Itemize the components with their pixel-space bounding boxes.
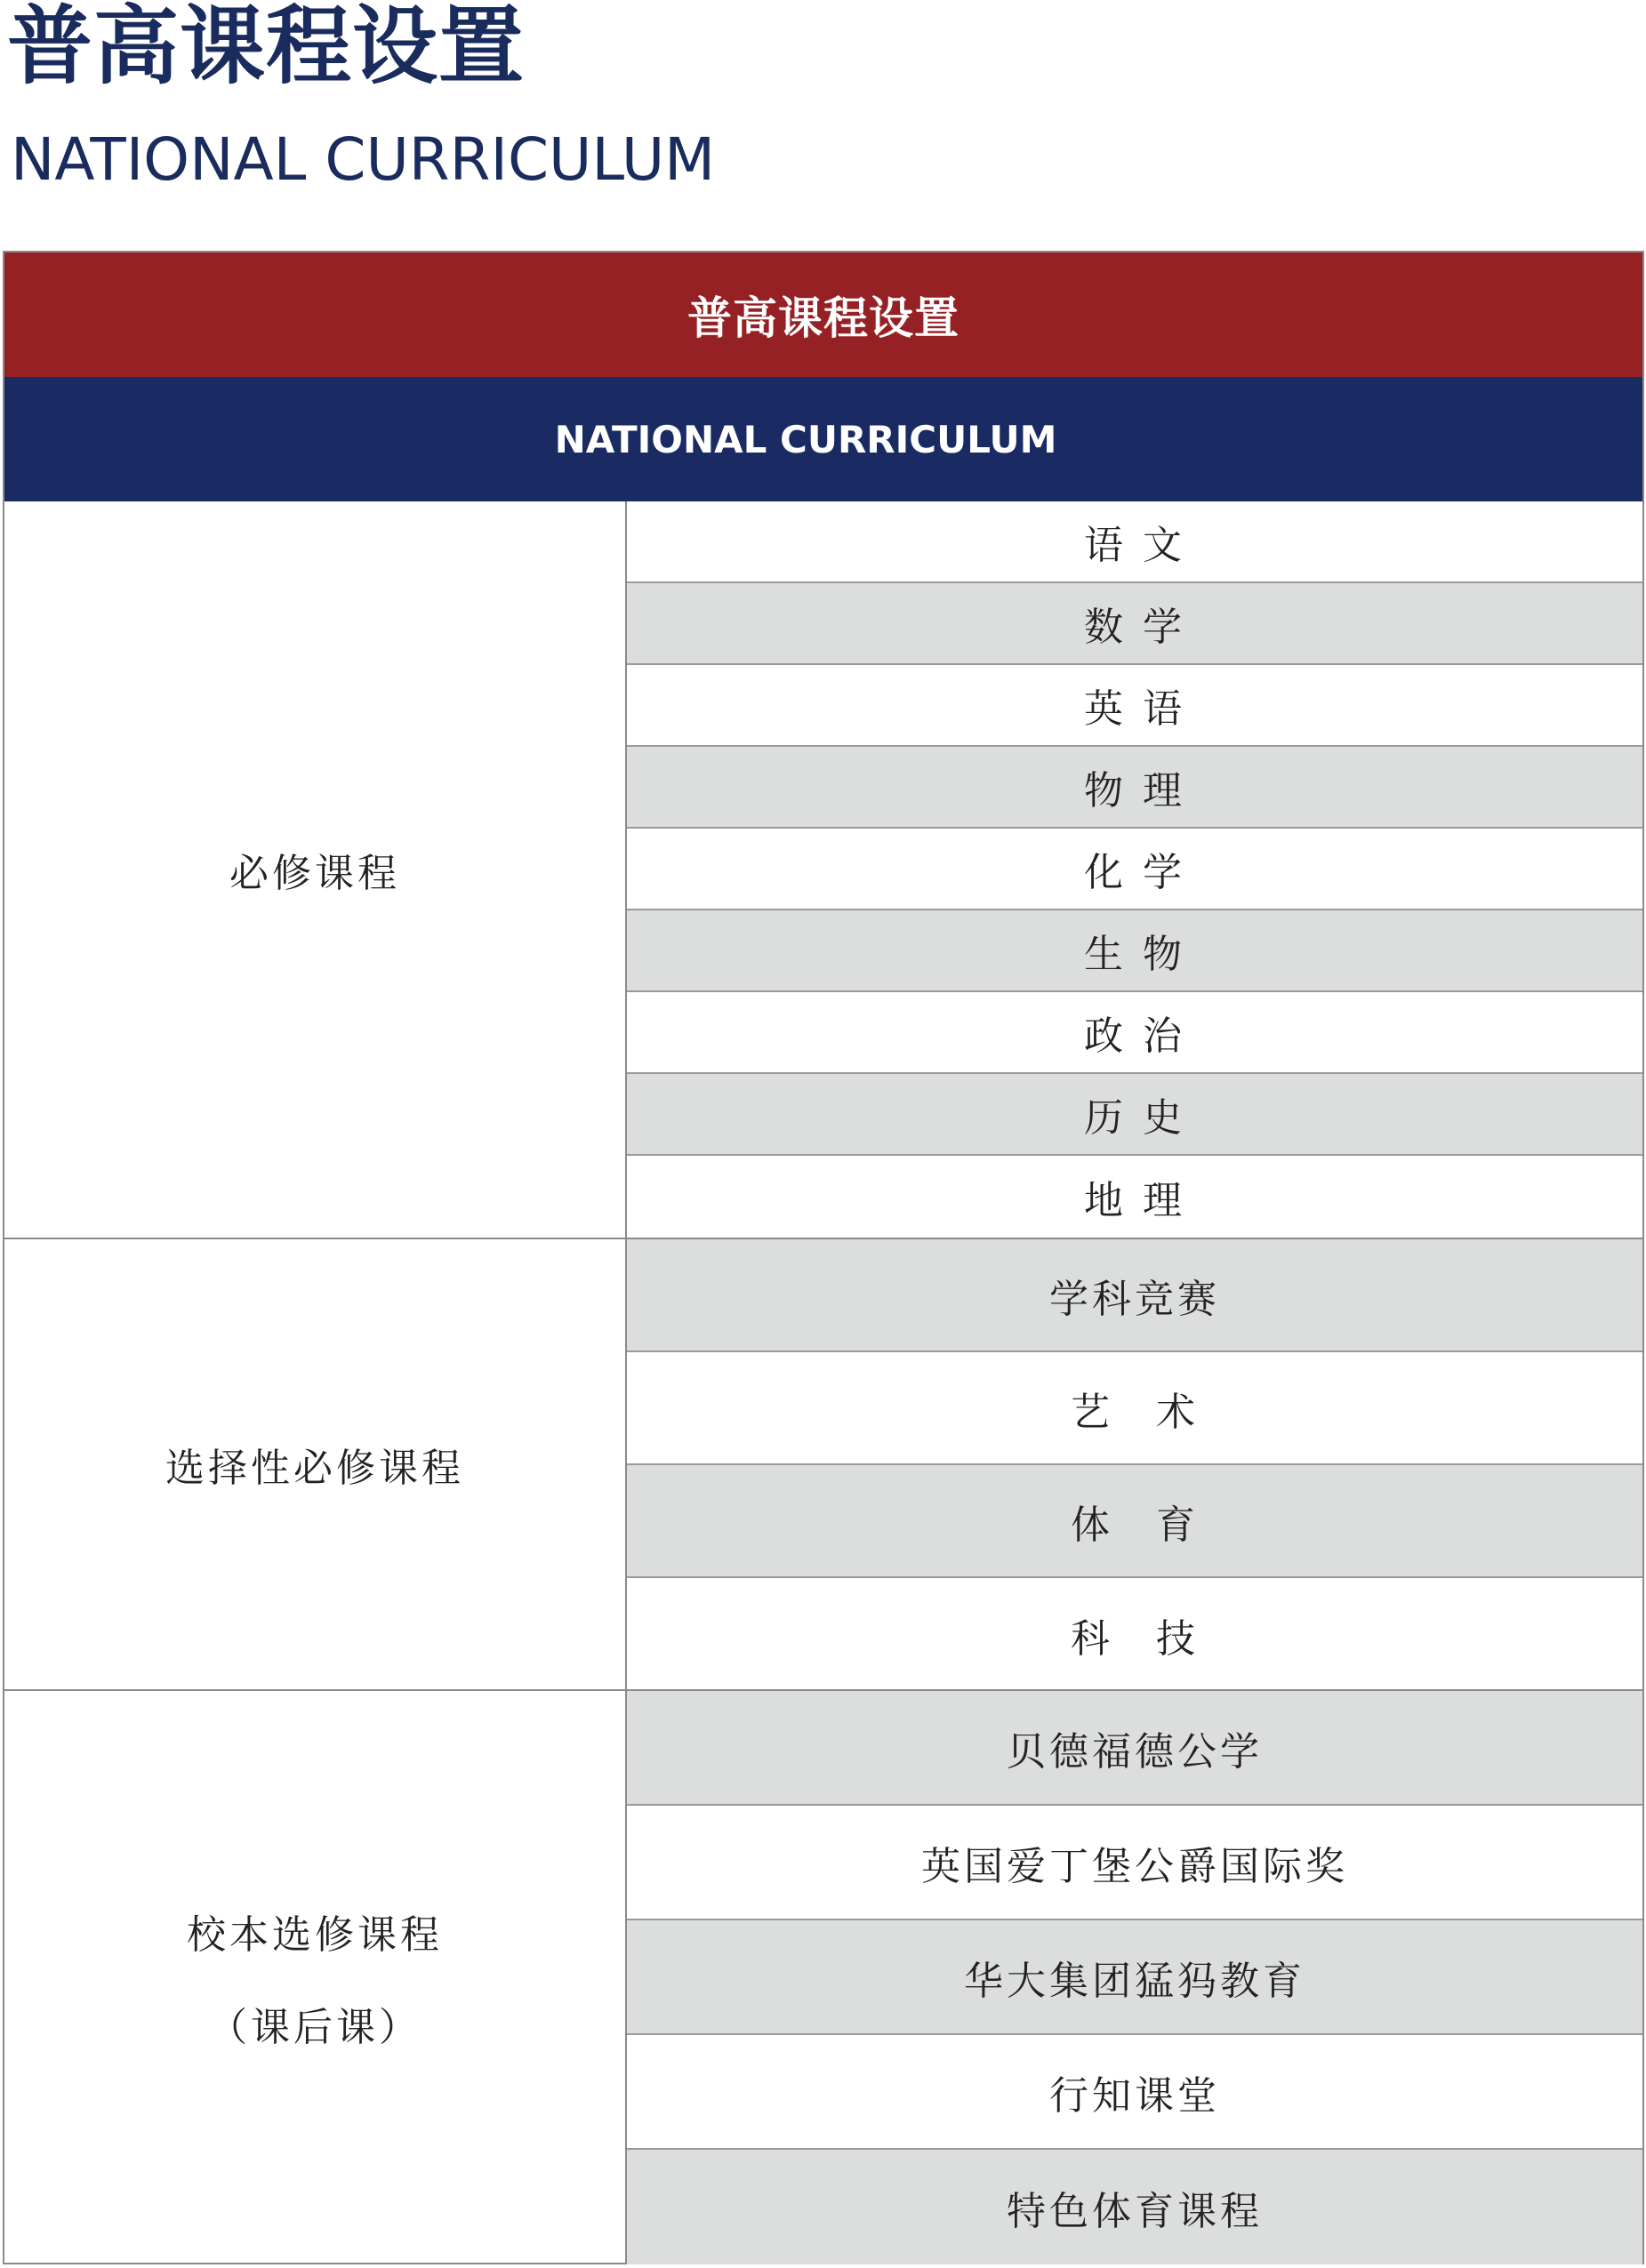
group-elective-required (4, 1238, 1642, 1689)
group-label (4, 1691, 627, 2263)
curriculum-table (3, 251, 1644, 2264)
group-label-text: 必修课程 (229, 851, 400, 896)
course-item: 贝德福德公学 (627, 1691, 1642, 1806)
course-item: 政 治 (627, 992, 1642, 1074)
course-item: 体 育 (627, 1465, 1642, 1578)
group-label (4, 1239, 627, 1689)
course-item: 历 史 (627, 1074, 1642, 1156)
course-item: 学科竞赛 (627, 1239, 1642, 1352)
group-items (627, 1239, 1642, 1689)
course-item: 生 物 (627, 910, 1642, 992)
group-label-note: （课后课） (208, 2004, 422, 2050)
group-school-elective (4, 1689, 1642, 2263)
group-label-text: 选择性必修课程 (165, 1446, 464, 1491)
course-item: 行知课堂 (627, 2035, 1642, 2150)
course-item: 艺 术 (627, 1352, 1642, 1465)
course-item: 化 学 (627, 829, 1642, 910)
group-label-text: 校本选修课程 (187, 1911, 443, 1958)
course-item: 地 理 (627, 1156, 1642, 1238)
group-required (4, 501, 1642, 1238)
group-items (627, 1691, 1642, 2263)
page-subtitle: NATIONAL CURRICULUM (11, 125, 716, 194)
course-item: 数 学 (627, 583, 1642, 665)
page-title: 普高课程设置 (7, 0, 525, 96)
course-item: 华大集团猛犸教育 (627, 1920, 1642, 2035)
course-item: 特色体育课程 (627, 2150, 1642, 2264)
table-header-english: NATIONAL CURRICULUM (4, 377, 1642, 501)
group-items (627, 501, 1642, 1238)
course-item: 语 文 (627, 501, 1642, 583)
course-item: 科 技 (627, 1578, 1642, 1691)
group-label (4, 501, 627, 1238)
course-item: 英 语 (627, 665, 1642, 747)
course-item: 英国爱丁堡公爵国际奖 (627, 1806, 1642, 1920)
table-header-chinese: 普高课程设置 (4, 252, 1642, 377)
course-item: 物 理 (627, 747, 1642, 829)
